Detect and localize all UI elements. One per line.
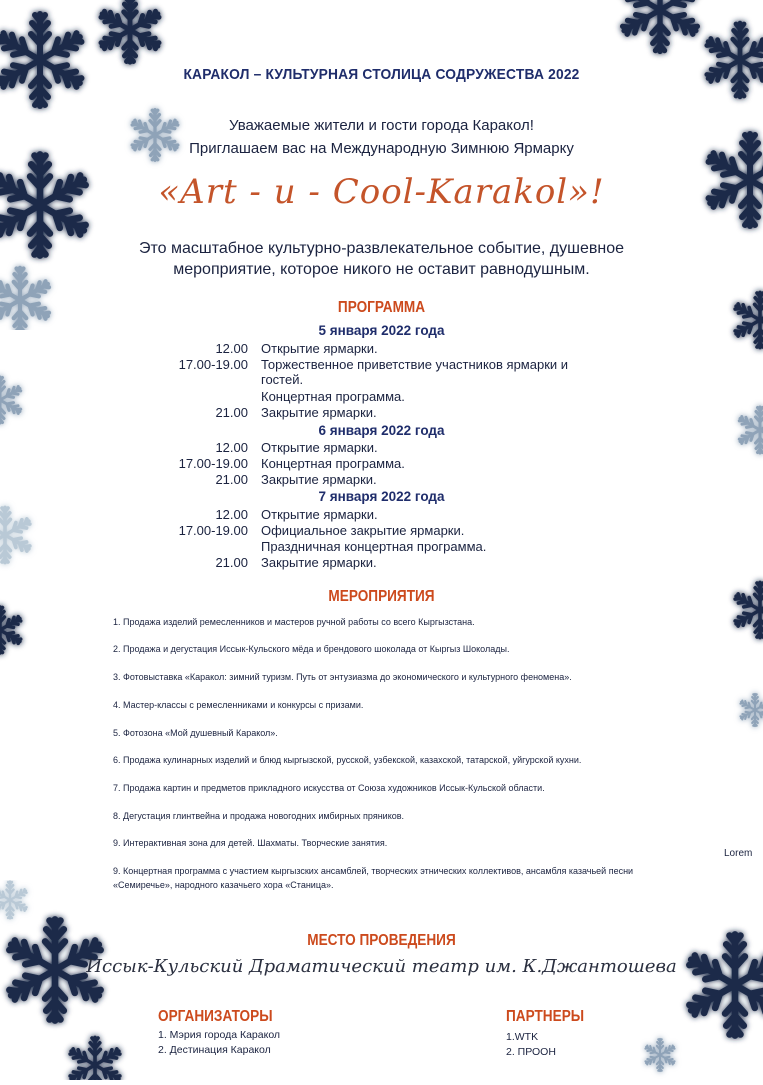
activity-item: 8. Дегустация глинтвейна и продажа новогодних имбирных пряников.	[113, 811, 405, 821]
activity-item: 1. Продажа изделий ремесленников и мастеров ручной работы со всего Кыргызстана.	[113, 617, 475, 627]
program-time: 21.00	[215, 472, 248, 487]
program-item: Концертная программа.	[261, 389, 405, 404]
venue-name: Иссык-Кульский Драматический театр им. К.Джантошева	[86, 956, 677, 977]
program-item: Концертная программа.	[261, 456, 405, 471]
program-time: 17.00-19.00	[178, 523, 248, 538]
activity-item: 5. Фотозона «Мой душевный Каракол».	[113, 728, 278, 738]
program-item: Закрытие ярмарки.	[261, 472, 377, 487]
activity-item: 2. Продажа и дегустация Иссык-Кульского мёда и брендового шоколада от Кыргыз Шоколады.	[113, 644, 510, 654]
greeting-line-1: Уважаемые жители и гости города Каракол!	[229, 117, 534, 134]
snowflake-decoration-bottom-left	[0, 880, 160, 1080]
program-time: 12.00	[215, 507, 248, 522]
activity-item: 4. Мастер-классы с ремесленниками и конкурсы с призами.	[113, 700, 364, 710]
activity-item: 3. Фотовыставка «Каракол: зимний туризм. Путь от энтузиазма до экономического и культурного феномена».	[113, 672, 572, 682]
organizer-item: 2. Дестинация Каракол	[158, 1044, 271, 1056]
lead-text: Это масштабное культурно-развлекательное событие, душевное мероприятие, которое никого не оставит равнодушным.	[138, 240, 625, 278]
snowflake-decoration-left-mid	[0, 360, 70, 690]
activities-heading: МЕРОПРИЯТИЯ	[328, 588, 435, 605]
snowflake-decoration-bottom-right	[640, 890, 763, 1080]
program-day-date: 7 января 2022 года	[318, 489, 445, 504]
organizer-item: 1. Мэрия города Каракол	[158, 1029, 281, 1041]
partner-item: 1.WTK	[506, 1031, 539, 1043]
program-item: Открытие ярмарки.	[261, 341, 378, 356]
program-day-date: 6 января 2022 года	[318, 423, 445, 438]
activity-item: 9. Интерактивная зона для детей. Шахматы. Творческие занятия.	[113, 838, 388, 848]
program-time: 12.00	[215, 341, 248, 356]
program-item: Открытие ярмарки.	[261, 440, 378, 455]
organizers-heading: ОРГАНИЗАТОРЫ	[158, 1008, 273, 1025]
event-name: «Art - и - Cool-Karakol»!	[158, 172, 605, 212]
activity-item: 9. Концертная программа с участием кыргызских ансамблей, творческих этнических коллективов, ансамбля казачьей песни «Семиречье», народного казачьего хора «Станица».	[113, 866, 634, 890]
program-time: 17.00-19.00	[178, 456, 248, 471]
program-day-date: 5 января 2022 года	[318, 323, 445, 338]
program-item: Открытие ярмарки.	[261, 507, 378, 522]
program-item: Праздничная концертная программа.	[261, 539, 487, 554]
program-item: Закрытие ярмарки.	[261, 555, 377, 570]
program-time: 17.00-19.00	[178, 357, 248, 372]
venue-heading: МЕСТО ПРОВЕДЕНИЯ	[307, 932, 456, 949]
program-time: 12.00	[215, 440, 248, 455]
activity-item: 6. Продажа кулинарных изделий и блюд кыргызской, русской, узбекской, казахской, татарской, уйгурской кухни.	[113, 755, 582, 765]
side-note: Lorem	[724, 848, 753, 859]
program-time: 21.00	[215, 555, 248, 570]
program-item: Официальное закрытие ярмарки.	[261, 523, 465, 538]
partner-item: 2. ПРООН	[506, 1046, 556, 1058]
greeting-line-2: Приглашаем вас на Международную Зимнюю Ярмарку	[189, 140, 574, 157]
activity-item: 7. Продажа картин и предметов прикладного искусства от Союза художников Иссык-Кульской области.	[113, 783, 545, 793]
partners-heading: ПАРТНЕРЫ	[506, 1008, 585, 1025]
program-time: 21.00	[215, 405, 248, 420]
page-title: КАРАКОЛ – КУЛЬТУРНАЯ СТОЛИЦА СОДРУЖЕСТВА 2022	[183, 66, 580, 83]
snowflake-decoration-top-left	[0, 0, 200, 330]
program-item: Торжественное приветствие участников ярмарки и гостей.	[261, 357, 569, 387]
program-heading: ПРОГРАММА	[337, 299, 426, 316]
program-item: Закрытие ярмарки.	[261, 405, 377, 420]
